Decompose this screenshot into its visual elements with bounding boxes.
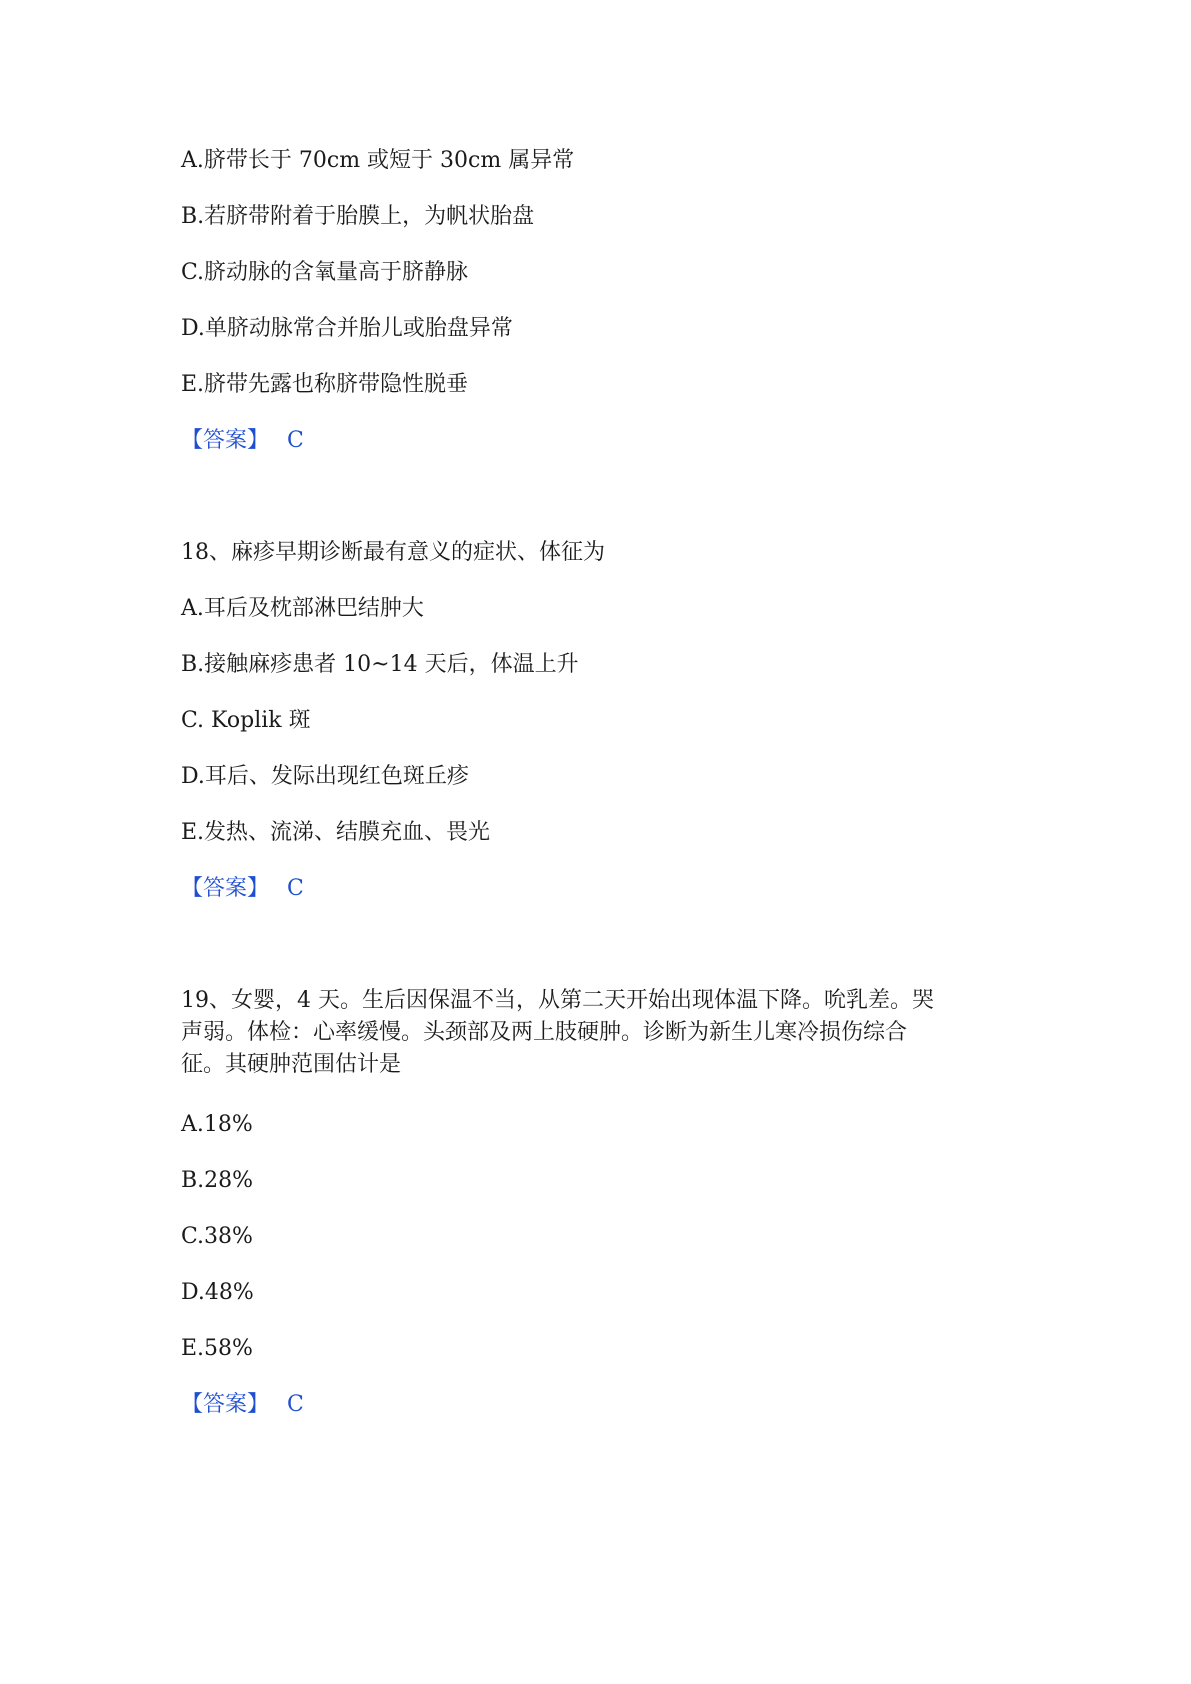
q19-stem-line-1: 19、女婴，4 天。生后因保温不当，从第二天开始出现体温下降。吮乳差。哭 (181, 988, 934, 1013)
q19-answer (181, 1390, 304, 1420)
q17-option-c: C.脐动脉的含氧量高于脐静脉 (181, 260, 469, 285)
answer-label: 【答案】 (181, 876, 270, 901)
q19-stem-line-3: 征。其硬肿范围估计是 (181, 1052, 402, 1077)
answer-label: 【答案】 (181, 1392, 270, 1417)
q19-option-c: C.38% (181, 1224, 253, 1249)
answer-label: 【答案】 (181, 428, 270, 453)
q19-option-a: A.18% (181, 1112, 253, 1137)
answer-value: C (287, 876, 304, 901)
q19-option-e: E.58% (181, 1336, 253, 1361)
q17-option-e: E.脐带先露也称脐带隐性脱垂 (181, 372, 469, 397)
q18-stem: 18、麻疹早期诊断最有意义的症状、体征为 (181, 540, 605, 565)
q17-option-d: D.单脐动脉常合并胎儿或胎盘异常 (181, 316, 513, 341)
q17-option-a: A.脐带长于 70cm 或短于 30cm 属异常 (181, 148, 575, 173)
q19-option-b: B.28% (181, 1168, 254, 1193)
q18-answer (181, 874, 304, 904)
q18-option-b: B.接触麻疹患者 10~14 天后，体温上升 (181, 652, 579, 677)
answer-value: C (287, 428, 304, 453)
q18-option-d: D.耳后、发际出现红色斑丘疹 (181, 764, 469, 789)
q18-option-e: E.发热、流涕、结膜充血、畏光 (181, 820, 491, 845)
q19-stem-line-2: 声弱。体检：心率缓慢。头颈部及两上肢硬肿。诊断为新生儿寒冷损伤综合 (181, 1020, 908, 1045)
q17-option-b: B.若脐带附着于胎膜上，为帆状胎盘 (181, 204, 535, 229)
q18-option-c: C. Koplik 斑 (181, 708, 311, 733)
q18-option-a: A.耳后及枕部淋巴结肿大 (181, 596, 424, 621)
q17-answer (181, 426, 304, 456)
q19-option-d: D.48% (181, 1280, 254, 1305)
answer-value: C (287, 1392, 304, 1417)
